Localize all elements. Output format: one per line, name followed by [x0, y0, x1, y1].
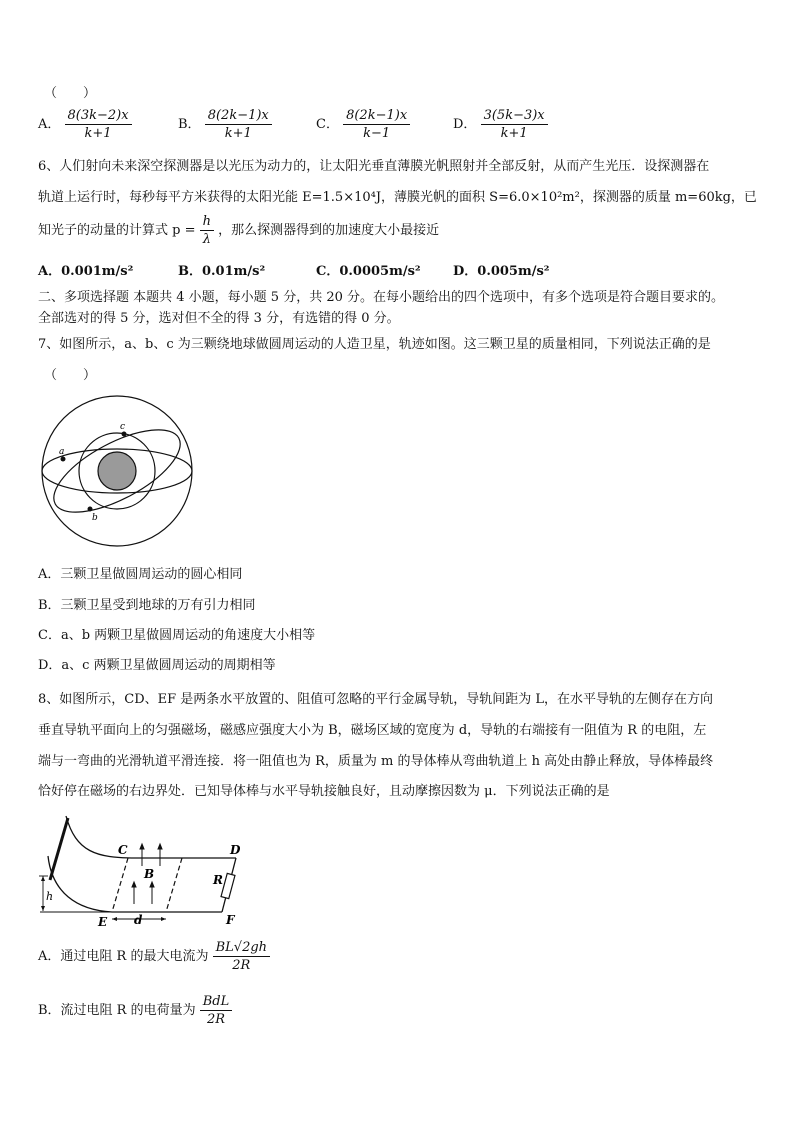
q7-paren: （ ）	[44, 368, 97, 383]
q8-stem-line2: 垂直导轨平面向上的匀强磁场，磁感应强度大小为 B，磁场区域的宽度为 d，导轨的右端接有一阻值为 R 的电阻，左	[38, 723, 707, 738]
q5-option-c-label: C．	[316, 117, 339, 132]
curved-track-back	[66, 816, 236, 858]
q5-paren: （ ）	[44, 86, 97, 101]
q8-option-b-text: B．流过电阻 R 的电荷量为	[38, 1003, 196, 1018]
satellite-c-dot	[122, 432, 127, 437]
q5-option-d[interactable]	[453, 108, 548, 141]
q8-stem-line4: 恰好停在磁场的右边界处．已知导体棒与水平导轨接触良好，且动摩擦因数为 μ．下列说法正确的是	[38, 784, 610, 799]
q5-option-a-fraction: $\frac{8(3k-2)x}{k+1}$	[65, 108, 132, 141]
q6-stem-line2: 轨道上运行时，每秒每平方米获得的太阳光能 E=1.5×10⁴J，薄膜光帆的面积 S=6.0×10²m²，探测器的质量 m=60kg，已	[38, 190, 757, 205]
q5-option-b-fraction: $\frac{8(2k-1)x}{k+1}$	[205, 108, 272, 141]
q5-option-a-label: A．	[38, 117, 61, 132]
q6-line3-tail: ，那么探测器得到的加速度大小最接近	[218, 223, 440, 238]
q6-option-c[interactable]: C．0.0005m/s²	[316, 264, 421, 279]
q5-option-b-label: B．	[178, 117, 201, 132]
q5-option-d-label: D．	[453, 117, 477, 132]
resistor-R	[221, 873, 235, 898]
label-E: E	[98, 915, 108, 928]
label-D: D	[230, 843, 241, 857]
section2-instructions-line1: 二、多项选择题 本题共 4 小题，每小题 5 分，共 20 分。在每小题给出的四个选项中，有多个选项是符合题目要求的。	[38, 290, 725, 305]
conductor-rod	[50, 818, 68, 880]
q5-option-a[interactable]	[38, 108, 132, 141]
q7-option-a[interactable]: A．三颗卫星做圆周运动的圆心相同	[38, 567, 243, 582]
q7-option-b[interactable]: B．三颗卫星受到地球的万有引力相同	[38, 598, 256, 613]
field-left-boundary	[112, 858, 128, 912]
label-F: F	[226, 913, 235, 927]
q6-momentum-formula: $\frac{h}{\lambda}$	[200, 214, 214, 247]
q6-option-b[interactable]: B．0.01m/s²	[178, 264, 266, 279]
q6-line3-text: 知光子的动量的计算式 p =	[38, 223, 196, 238]
q8-option-a-text: A．通过电阻 R 的最大电流为	[38, 949, 209, 964]
q6-stem-line3	[38, 214, 439, 247]
field-right-boundary	[166, 858, 182, 912]
q7-option-d[interactable]: D．a、c 两颗卫星做圆周运动的周期相等	[38, 658, 276, 673]
label-c: c	[120, 422, 126, 432]
satellite-b-dot	[88, 507, 93, 512]
label-a: a	[59, 447, 65, 457]
label-B: B	[144, 867, 155, 881]
q7-option-c[interactable]: C．a、b 两颗卫星做圆周运动的角速度大小相等	[38, 628, 316, 643]
q8-option-a[interactable]	[38, 940, 270, 973]
q7-orbit-diagram	[40, 392, 200, 552]
q6-option-a[interactable]: A．0.001m/s²	[38, 264, 134, 279]
q5-option-d-fraction: $\frac{3(5k-3)x}{k+1}$	[481, 108, 548, 141]
q5-option-c-fraction: $\frac{8(2k-1)x}{k-1}$	[343, 108, 410, 141]
section2-instructions-line2: 全部选对的得 5 分，选对但不全的得 3 分，有选错的得 0 分。	[38, 311, 400, 326]
q5-option-c[interactable]	[316, 108, 410, 141]
satellite-a-dot	[61, 457, 66, 462]
q8-option-b[interactable]	[38, 994, 232, 1027]
label-C: C	[118, 843, 128, 857]
label-R: R	[213, 873, 223, 887]
label-d: d	[134, 913, 143, 927]
q6-option-d[interactable]: D．0.005m/s²	[453, 264, 550, 279]
q7-stem-line1: 7、如图所示，a、b、c 为三颗绕地球做圆周运动的人造卫星，轨迹如图。这三颗卫星的质量相同，下列说法正确的是	[38, 337, 711, 352]
label-b: b	[92, 513, 98, 523]
label-h: h	[46, 890, 54, 903]
earth	[98, 452, 136, 490]
q5-option-b[interactable]	[178, 108, 272, 141]
q8-stem-line3: 端与一弯曲的光滑轨道平滑连接．将一阻值也为 R，质量为 m 的导体棒从弯曲轨道上 h 高处由静止释放，导体棒最终	[38, 754, 714, 769]
q8-option-b-fraction: $\frac{\text{BdL}}{2R}$	[200, 994, 233, 1027]
q8-stem-line1: 8、如图所示，CD、EF 是两条水平放置的、阻值可忽略的平行金属导轨，导轨间距为 L，在水平导轨的左侧存在方向	[38, 692, 714, 707]
q8-rail-diagram	[36, 812, 252, 928]
q8-option-a-fraction: $\frac{BL√2gh}{2R}$	[213, 940, 270, 973]
q6-stem-line1: 6、人们射向未来深空探测器是以光压为动力的，让太阳光垂直薄膜光帆照射并全部反射，从而产生光压．设探测器在	[38, 159, 710, 174]
